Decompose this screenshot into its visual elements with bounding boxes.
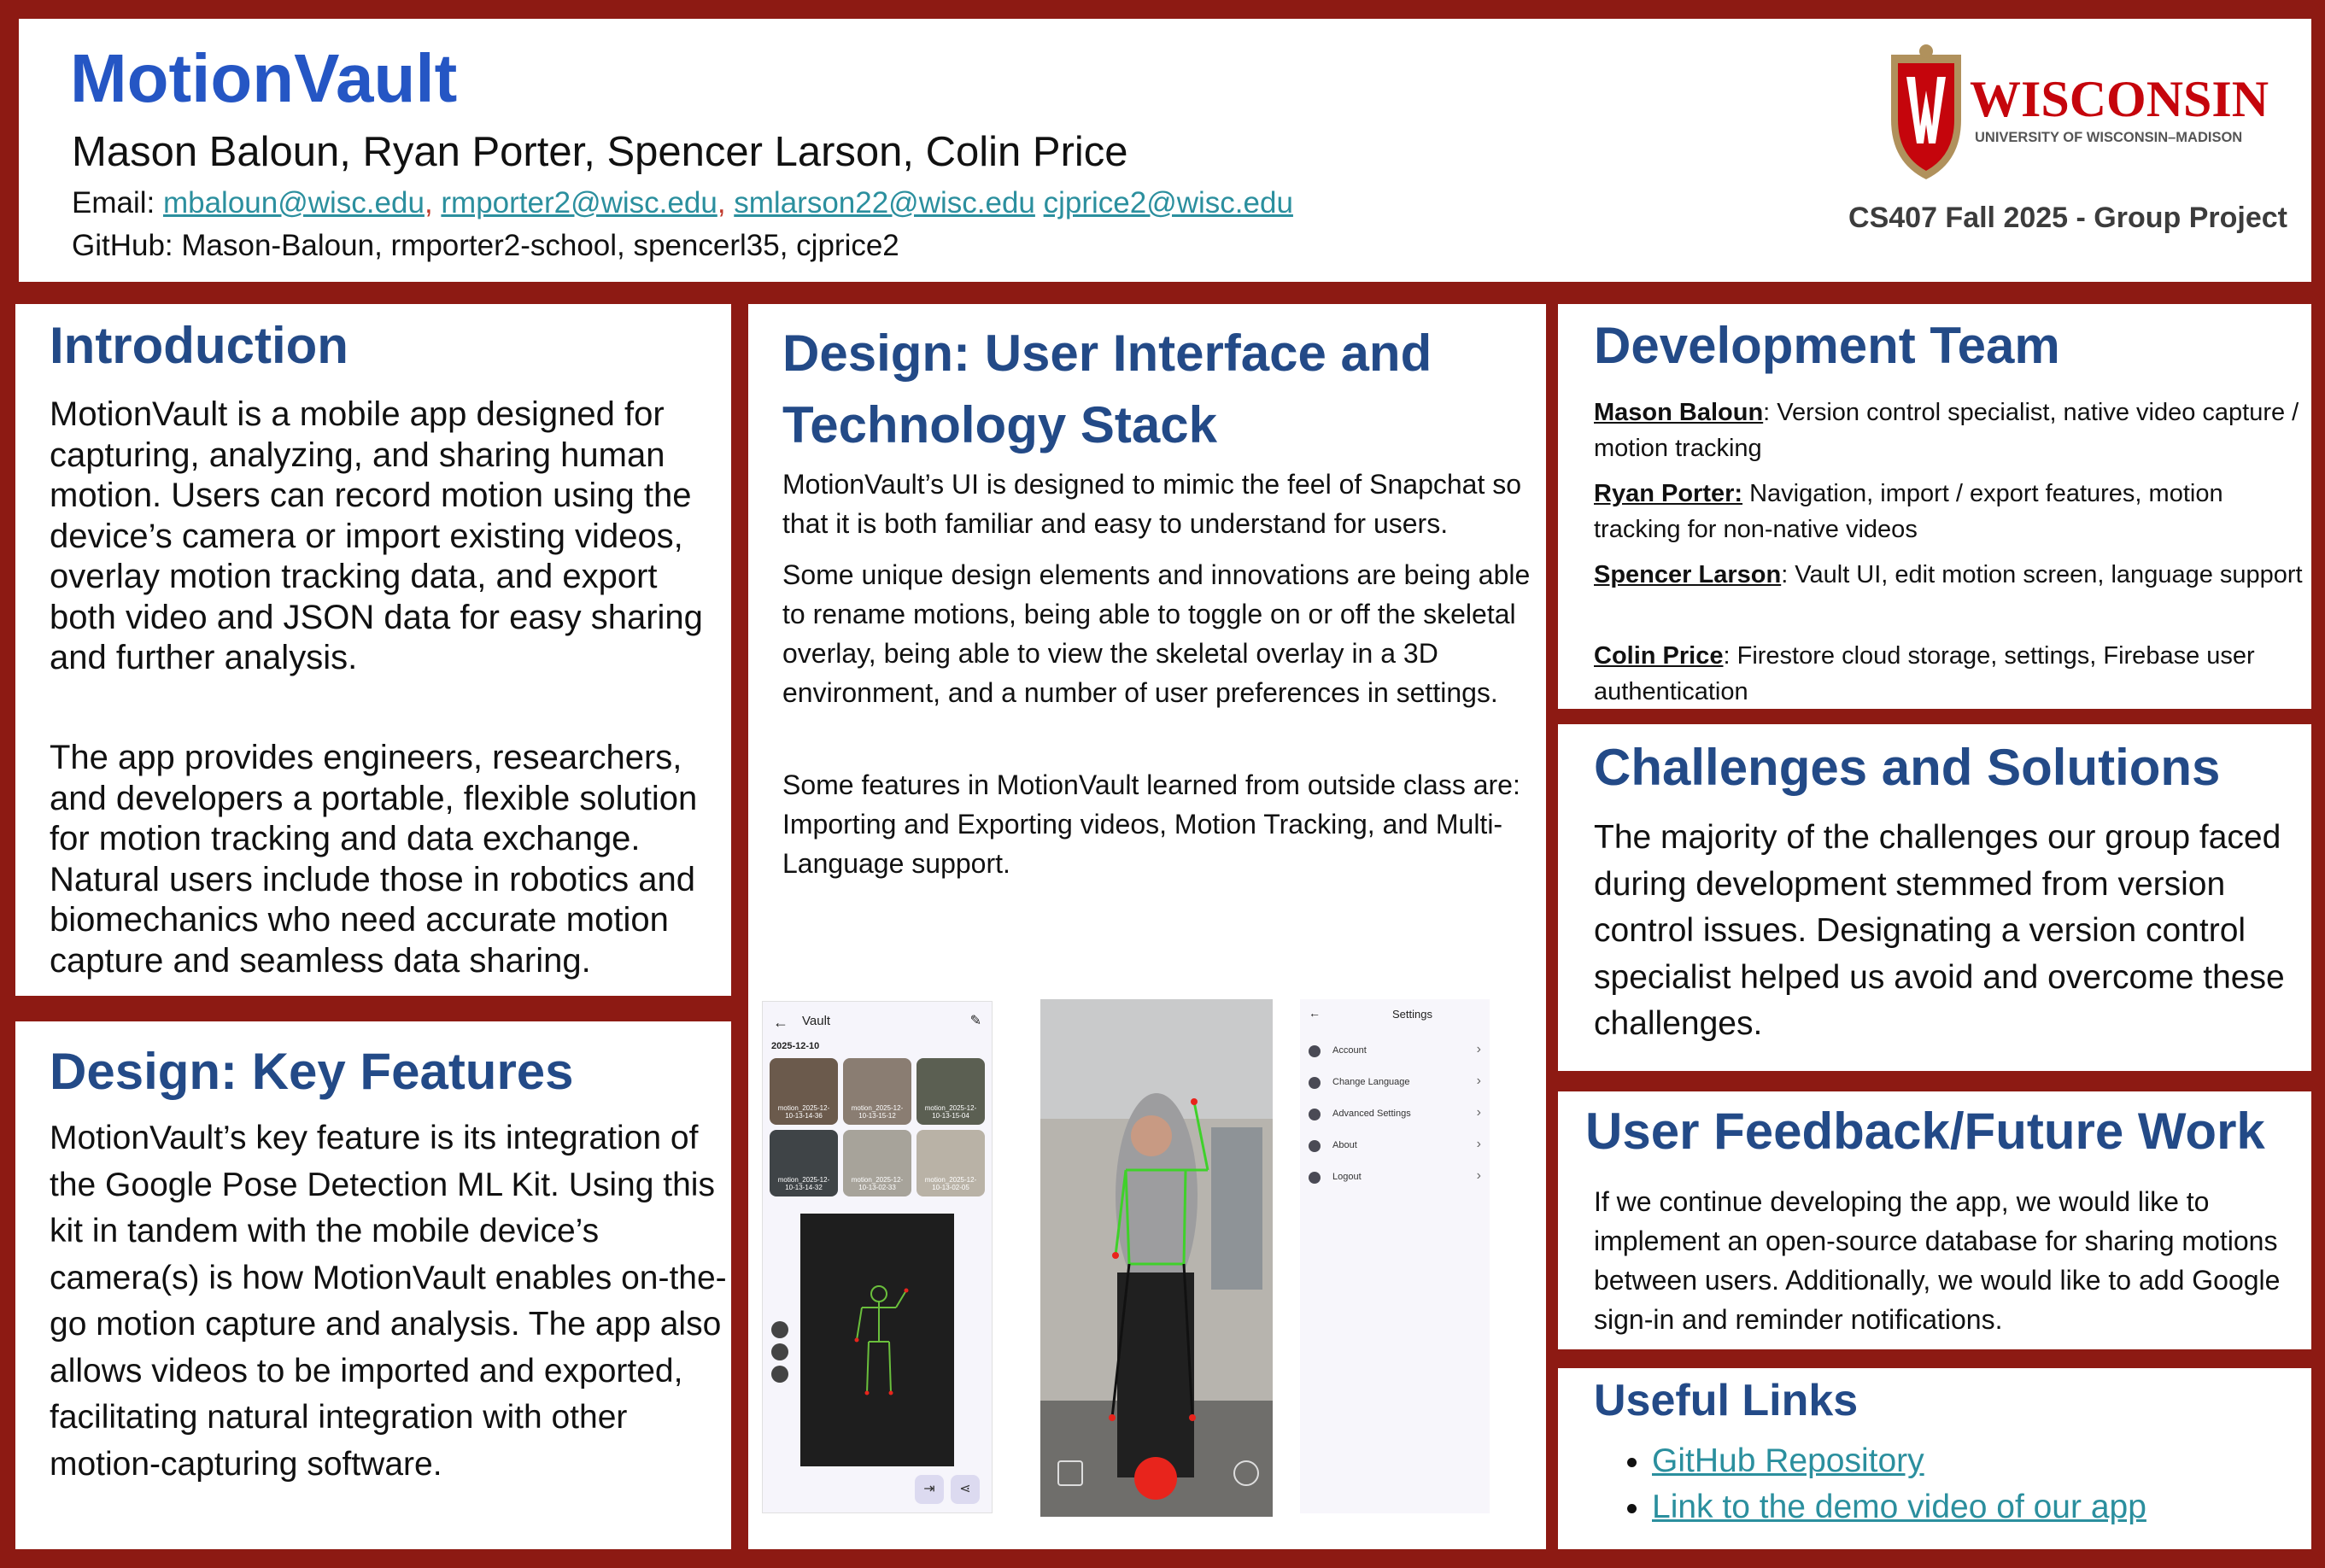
logout-icon [1309,1172,1321,1184]
rotate-icon[interactable] [771,1321,788,1338]
course-label: CS407 Fall 2025 - Group Project [1848,202,2287,234]
ui-design-heading: Design: User Interface and Technology Stack [782,325,1432,453]
export-button[interactable]: ⇥ [915,1475,944,1504]
key-features-panel [15,1021,731,1549]
wisconsin-logo [1881,43,2308,188]
skeleton-figure [800,1214,954,1466]
useful-links-heading: Useful Links [1594,1376,1859,1425]
settings-item-change-language[interactable]: Change Language › [1309,1068,1481,1099]
info-icon [1309,1140,1321,1152]
email-link-mbaloun[interactable]: mbaloun@wisc.edu [162,186,425,219]
github-line: GitHub: Mason-Baloun, rmporter2-school, spencerl35, cjprice2 [72,229,899,262]
settings-item-about[interactable]: About › [1309,1132,1481,1162]
vault-date: 2025-12-10 [771,1041,820,1051]
chevron-right-icon: › [1476,1105,1481,1120]
email-link-cjprice2[interactable]: cjprice2@wisc.edu [1043,186,1293,219]
github-repository-link[interactable]: GitHub Repository [1652,1442,1924,1479]
challenges-heading: Challenges and Solutions [1594,739,2221,796]
back-arrow-icon[interactable]: ← [1309,1006,1321,1020]
list-item [1652,1484,2146,1530]
vault-tile: motion_2025-12-10-13-14-32 [770,1130,838,1196]
settings-item-logout[interactable]: Logout › [1309,1163,1481,1194]
settings-item-account[interactable]: Account › [1309,1037,1481,1068]
chevron-right-icon: › [1476,1168,1481,1183]
feedback-paragraph: If we continue developing the app, we would like to implement an open-source database for sharing motions between users. Additionally, we would like to add Google sign-in and reminder notifications. [1594,1186,2281,1335]
camera-feed [1040,999,1273,1517]
introduction-panel [15,304,731,996]
vault-tile: motion_2025-12-10-13-02-33 [843,1130,911,1196]
email-line: Email: mbaloun@wisc.edu, rmporter2@wisc.edu, smlarson22@wisc.edu cjprice2@wisc.edu [72,186,1293,219]
challenges-paragraph: The majority of the challenges our group faced during development stemmed from version control issues. Designating a version control specialist helped us avoid and overcome these challenges. [1594,819,2285,1042]
team-member: Ryan Porter: Navigation, import / export features, motion tracking for non-native videos [1594,480,2223,543]
globe-icon [1309,1077,1321,1089]
wrench-icon [1309,1109,1321,1120]
share-button[interactable]: ⋖ [951,1475,980,1504]
vault-screenshot [762,1001,993,1513]
zoom-out-icon[interactable] [771,1343,788,1360]
logo-subtext: UNIVERSITY OF WISCONSIN–MADISON [1975,130,2243,145]
ui-design-paragraph-2: Some unique design elements and innovations are being able to rename motions, being able to toggle on or off the skeletal overlay, being able to view the skeletal overlay in a 3D environment, and a number of user preferences in settings. [782,559,1531,708]
poster-title: MotionVault [70,40,458,116]
settings-item-advanced-settings[interactable]: Advanced Settings › [1309,1100,1481,1131]
chevron-right-icon: › [1476,1074,1481,1088]
settings-screenshot [1300,999,1490,1513]
email-link-smlarson22[interactable]: smlarson22@wisc.edu [734,186,1035,219]
list-item [1652,1438,2146,1484]
demo-video-link[interactable]: Link to the demo video of our app [1652,1489,2146,1525]
chevron-right-icon: › [1476,1042,1481,1056]
logo-wordmark: WISCONSIN [1970,71,2269,127]
record-button[interactable] [1134,1457,1177,1500]
team-member: Spencer Larson: Vault UI, edit motion screen, language support [1594,561,2303,588]
useful-links-panel [1558,1368,2311,1549]
authors: Mason Baloun, Ryan Porter, Spencer Larson, Colin Price [72,129,1128,175]
gear-icon[interactable] [1233,1460,1259,1486]
edit-icon: ✎ [969,1014,981,1028]
settings-title: Settings [1392,1008,1432,1021]
email-link-rmporter2[interactable]: rmporter2@wisc.edu [441,186,717,219]
ui-design-paragraph-3: Some features in MotionVault learned from outside class are: Importing and Exporting videos, Motion Tracking, and Multi-Language support. [782,769,1520,879]
development-team-panel [1558,304,2311,709]
development-team-heading: Development Team [1594,317,2060,374]
team-member: Colin Price: Firestore cloud storage, settings, Firebase user authentication [1594,642,2255,705]
challenges-panel [1558,724,2311,1071]
feedback-panel [1558,1091,2311,1349]
vault-tile: motion_2025-12-10-13-02-05 [917,1130,985,1196]
email-label: Email: [72,186,163,219]
key-features-heading: Design: Key Features [50,1043,574,1100]
key-features-paragraph: MotionVault’s key feature is its integration of the Google Pose Detection ML Kit. Using this kit in tandem with the mobile device’s camera(s) is how MotionVault enables on-the-go motion capture and analysis. The app also allows videos to be imported and exported, facilitating natural integration with other motion-capturing software. [50,1120,727,1483]
introduction-paragraph-2: The app provides engineers, researchers, and developers a portable, flexible solution for motion tracking and data exchange. Natural users include those in robotics and biomechanics who need accurate motion capture and seamless data sharing. [50,739,698,980]
introduction-paragraph-1: MotionVault is a mobile app designed for capturing, analyzing, and sharing human motion. Users can record motion using the device’s camera or import existing videos, overlay motion tracking data, and export both video and JSON data for easy sharing and further analysis. [50,395,703,676]
camera-screenshot [1040,999,1273,1517]
poster-header [19,19,2311,282]
account-icon [1309,1045,1321,1057]
vault-tile: motion_2025-12-10-13-15-12 [843,1058,911,1125]
back-arrow-icon: ← [773,1014,788,1031]
chevron-right-icon: › [1476,1137,1481,1151]
reset-icon[interactable] [771,1366,788,1383]
feedback-heading: User Feedback/Future Work [1585,1103,2265,1160]
vault-title: Vault [802,1014,831,1028]
ui-design-paragraph-1: MotionVault’s UI is designed to mimic the feel of Snapchat so that it is both familiar and easy to understand for users. [782,469,1522,539]
introduction-heading: Introduction [50,317,348,374]
vault-tile: motion_2025-12-10-13-15-04 [917,1058,985,1125]
links-list [1594,1438,2146,1530]
team-member: Mason Baloun: Version control specialist, native video capture / motion tracking [1594,399,2299,462]
vault-icon[interactable] [1057,1460,1083,1486]
vault-tile: motion_2025-12-10-13-14-36 [770,1058,838,1125]
skeleton-preview [800,1214,954,1466]
